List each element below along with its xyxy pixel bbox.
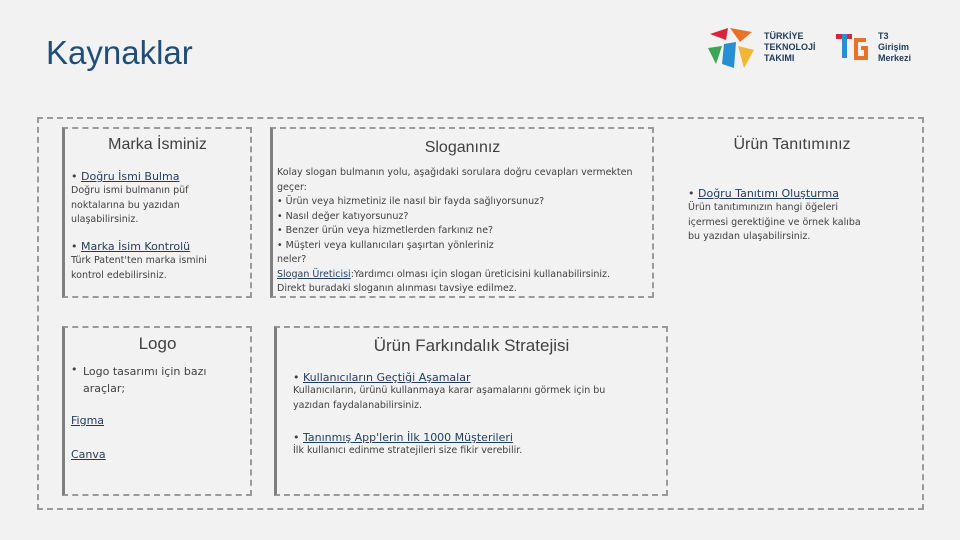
t3-logo-line2: Girişim xyxy=(878,42,910,52)
awareness-title: Ürün Farkındalık Stratejisi xyxy=(373,336,570,355)
slogan-generator-link[interactable]: Slogan Üreticisi xyxy=(277,268,351,280)
page-title: Kaynaklar xyxy=(46,34,193,71)
slogan-content xyxy=(277,166,647,297)
brand-desc1: Doğru ismi bulmanın püf noktalarına bu yazıdan ulaşabilirsiniz. xyxy=(71,185,189,225)
slogan-question-2: • Nasıl değer katıyorsunuz? xyxy=(277,210,409,222)
header-logos xyxy=(706,24,922,74)
logo-tools-text-row: • Logo tasarımı için bazı araçlar; xyxy=(71,363,231,397)
slogan-question-4-cont: neler? xyxy=(277,254,307,265)
awareness-link2-row: • Tanınmış App'lerin İlk 1000 Müşterileri xyxy=(293,431,513,444)
t3-girisim-merkezi-logo-icon xyxy=(834,30,872,66)
brand-name-title: Marka İsminiz xyxy=(108,136,207,153)
tt-logo-line3: TAKIMI xyxy=(764,53,795,63)
canva-link[interactable]: Canva xyxy=(71,448,106,461)
tt-logo-line2: TEKNOLOJİ xyxy=(764,42,816,52)
brand-link2-row: • Marka İsim Kontrolü xyxy=(71,240,191,253)
t3-logo-line1: T3 xyxy=(878,31,889,41)
brand-name-check-link[interactable]: Marka İsim Kontrolü xyxy=(81,240,191,253)
slogan-generator-row xyxy=(277,268,647,283)
correct-name-link[interactable]: Doğru İsmi Bulma xyxy=(81,170,180,183)
logo-title: Logo xyxy=(138,334,177,353)
brand-name-box xyxy=(62,127,252,298)
awareness-box xyxy=(274,326,668,496)
first-1000-customers-link[interactable]: Tanınmış App'lerin İlk 1000 Müşterileri xyxy=(303,431,513,444)
awareness-desc1: Kullanıcıların, ürünü kullanmaya karar aşamalarını görmek için bu yazıdan faydalanabilirsiniz. xyxy=(293,385,606,411)
t3-logo-line3: Merkezi xyxy=(878,53,912,63)
product-intro-link-row: • Doğru Tanıtımı Oluşturma xyxy=(688,187,839,200)
slogan-note: Direkt buradaki sloganın alınması tavsiye edilmez. xyxy=(277,283,517,294)
awareness-desc2: İlk kullanıcı edinme stratejileri size fikir verebilir. xyxy=(293,445,523,456)
brand-link1-row: • Doğru İsmi Bulma xyxy=(71,170,180,183)
logo-tools-text: Logo tasarımı için bazı araçlar; xyxy=(83,365,207,395)
brand-desc2: Türk Patent'ten marka ismini kontrol edebilirsiniz. xyxy=(71,255,207,281)
slogan-intro: Kolay slogan bulmanın yolu, aşağıdaki sorulara doğru cevapları vermekten geçer: xyxy=(277,167,633,193)
slogan-question-3: • Benzer ürün veya hizmetlerden farkınız ne? xyxy=(277,225,494,236)
tt-logo-line1: TÜRKİYE xyxy=(764,31,804,41)
slogan-generator-text: :Yardımcı olması için slogan üreticisini kullanabilirsiniz. xyxy=(350,268,611,280)
correct-intro-link[interactable]: Doğru Tanıtımı Oluşturma xyxy=(698,187,839,200)
slogan-box xyxy=(270,127,654,298)
awareness-link1-row: • Kullanıcıların Geçtiği Aşamalar xyxy=(293,371,471,384)
product-intro-section xyxy=(680,130,904,260)
logo-box xyxy=(62,326,252,496)
product-intro-desc: Ürün tanıtımınızın hangi öğeleri içermesi gerektiğine ve örnek kalıba bu yazıdan ulaşabilirsiniz. xyxy=(688,202,861,242)
figma-link[interactable]: Figma xyxy=(71,414,105,427)
slogan-title: Sloganınız xyxy=(424,139,501,156)
slogan-question-1: • Ürün veya hizmetiniz ile nasıl bir fayda sağlıyorsunuz? xyxy=(277,196,545,207)
slogan-question-4: • Müşteri veya kullanıcıları şaşırtan yönleriniz xyxy=(277,239,494,251)
turkiye-teknoloji-takimi-logo-icon xyxy=(706,24,758,74)
product-intro-title: Ürün Tanıtımınız xyxy=(733,136,851,153)
user-stages-link[interactable]: Kullanıcıların Geçtiği Aşamalar xyxy=(303,371,471,384)
